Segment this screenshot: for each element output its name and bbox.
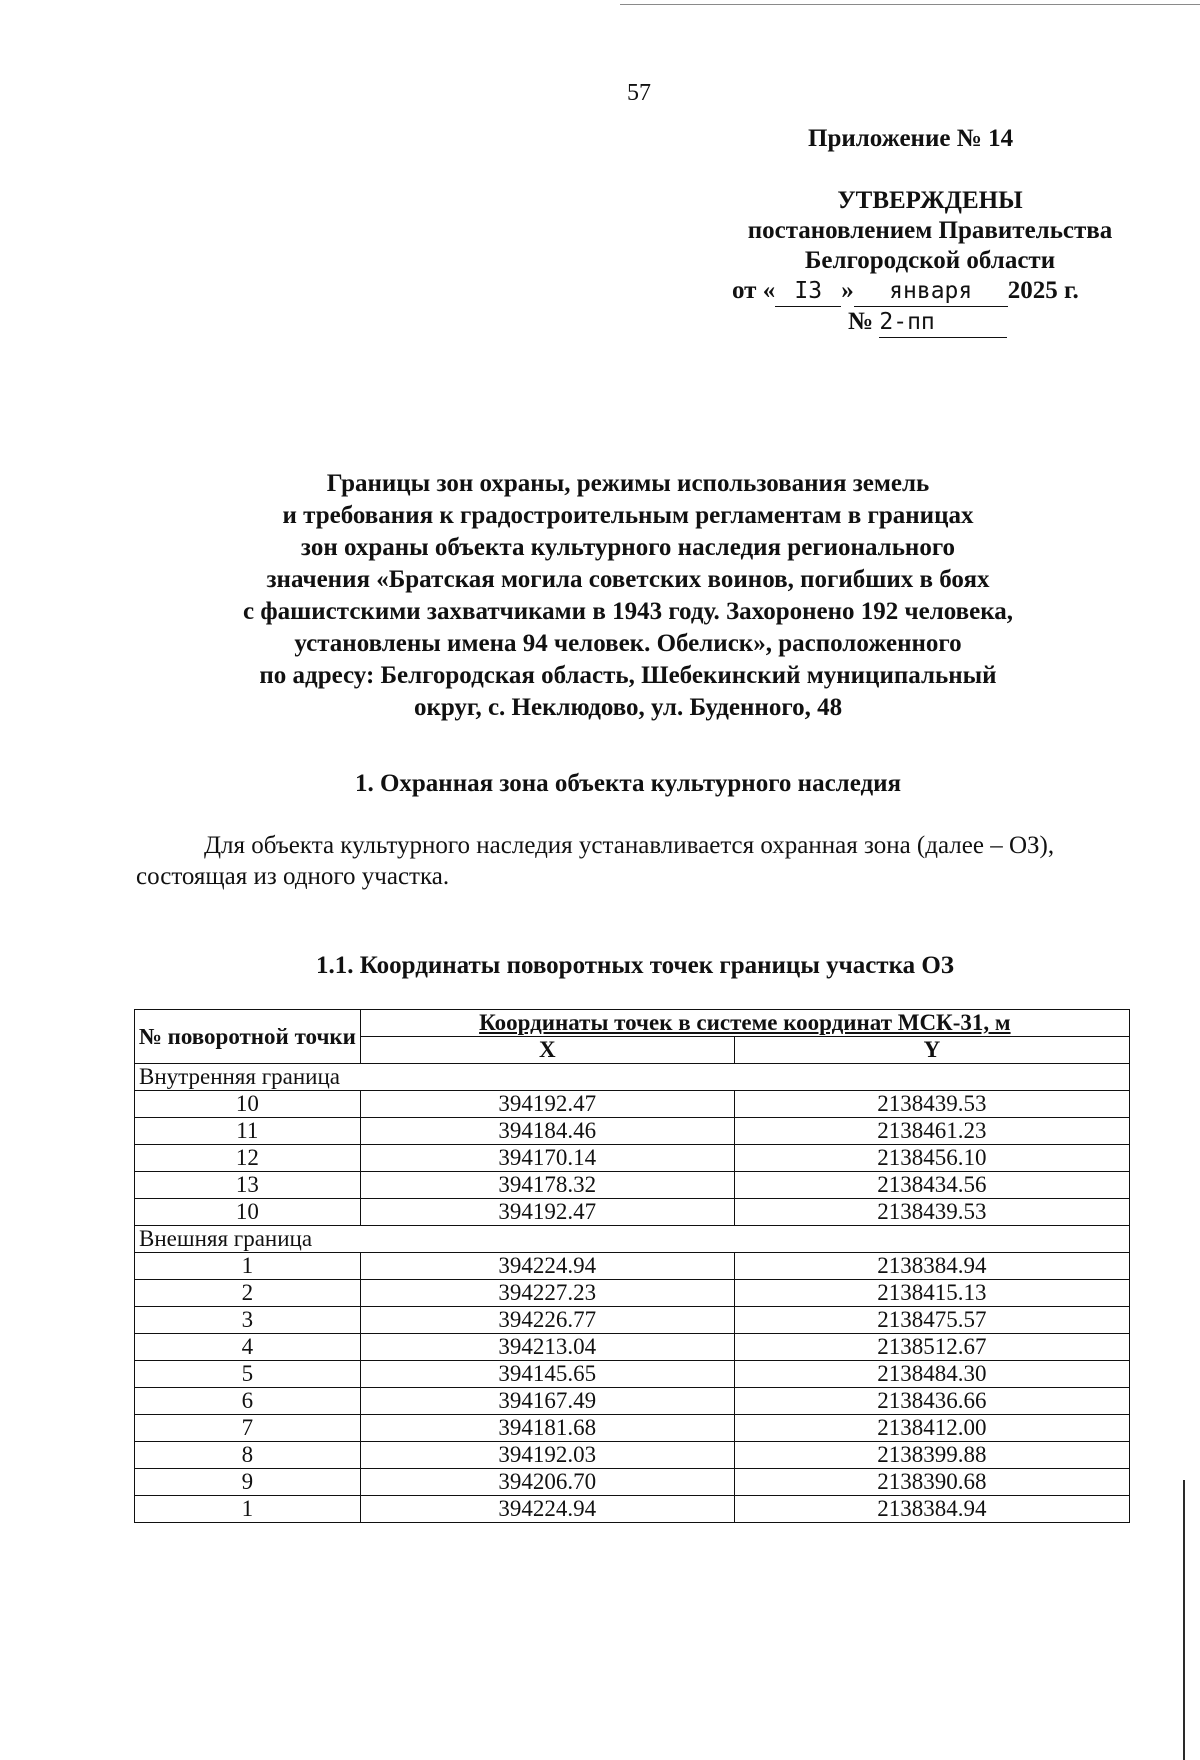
y-coordinate-cell: 2138415.13 — [734, 1280, 1129, 1307]
table-row — [135, 1415, 1130, 1442]
point-number-cell: 12 — [135, 1145, 361, 1172]
x-coordinate-cell: 394170.14 — [360, 1145, 734, 1172]
scan-border-right — [1183, 1480, 1185, 1760]
title-line: округ, с. Неклюдово, ул. Буденного, 48 — [413, 694, 843, 721]
point-number-cell: 10 — [135, 1091, 361, 1118]
y-coordinate-cell: 2138436.66 — [734, 1388, 1129, 1415]
point-number-cell: 4 — [135, 1334, 361, 1361]
date-year: 2025 г. — [1007, 277, 1079, 304]
title-line: Границы зон охраны, режимы использования земель — [326, 470, 930, 497]
section-heading: 1. Охранная зона объекта культурного наследия — [354, 770, 902, 797]
x-coordinate-cell: 394224.94 — [360, 1496, 734, 1523]
y-coordinate-cell: 2138512.67 — [734, 1334, 1129, 1361]
y-coordinate-cell: 2138399.88 — [734, 1442, 1129, 1469]
x-coordinate-cell: 394192.03 — [360, 1442, 734, 1469]
point-number-cell: 9 — [135, 1469, 361, 1496]
x-coordinate-cell: 394227.23 — [360, 1280, 734, 1307]
header-coordinate-system-text: Координаты точек в системе координат МСК-31, м — [479, 1010, 1011, 1035]
y-coordinate-cell: 2138475.57 — [734, 1307, 1129, 1334]
title-line: зон охраны объекта культурного наследия регионального — [300, 534, 956, 561]
point-number-cell: 2 — [135, 1280, 361, 1307]
x-coordinate-cell: 394178.32 — [360, 1172, 734, 1199]
appendix-label: Приложение № 14 — [808, 125, 1014, 152]
coordinates-table — [134, 1009, 1130, 1523]
date-month: января — [854, 276, 1008, 307]
x-coordinate-cell: 394213.04 — [360, 1334, 734, 1361]
x-coordinate-cell: 394226.77 — [360, 1307, 734, 1334]
header-point-number: № поворотной точки — [135, 1010, 361, 1064]
header-coordinate-system — [360, 1010, 1129, 1037]
date-mid: » — [841, 277, 854, 304]
table-heading: 1.1. Координаты поворотных точек границы участка ОЗ — [316, 952, 954, 979]
table-row — [135, 1307, 1130, 1334]
table-row — [135, 1091, 1130, 1118]
x-coordinate-cell: 394184.46 — [360, 1118, 734, 1145]
y-coordinate-cell: 2138384.94 — [734, 1496, 1129, 1523]
approval-line-1: постановлением Правительства — [747, 217, 1113, 244]
point-number-cell: 8 — [135, 1442, 361, 1469]
group-row — [135, 1226, 1130, 1253]
date-prefix: от « — [732, 277, 776, 304]
point-number-cell: 7 — [135, 1415, 361, 1442]
table-row — [135, 1361, 1130, 1388]
point-number-cell: 3 — [135, 1307, 361, 1334]
body-paragraph — [136, 830, 1136, 892]
y-coordinate-cell: 2138434.56 — [734, 1172, 1129, 1199]
y-coordinate-cell: 2138456.10 — [734, 1145, 1129, 1172]
x-coordinate-cell: 394181.68 — [360, 1415, 734, 1442]
approval-number — [848, 307, 1160, 338]
scan-border-top — [620, 4, 1200, 5]
page-number: 57 — [627, 80, 651, 106]
x-coordinate-cell: 394192.47 — [360, 1199, 734, 1226]
y-coordinate-cell: 2138461.23 — [734, 1118, 1129, 1145]
y-coordinate-cell: 2138384.94 — [734, 1253, 1129, 1280]
approval-block — [700, 186, 1160, 338]
title-line: значения «Братская могила советских воинов, погибших в боях — [266, 566, 990, 593]
title-line: по адресу: Белгородская область, Шебекинский муниципальный — [259, 662, 997, 689]
point-number-cell: 13 — [135, 1172, 361, 1199]
title-line: установлены имена 94 человек. Обелиск», расположенного — [294, 630, 962, 657]
x-coordinate-cell: 394145.65 — [360, 1361, 734, 1388]
table-row — [135, 1145, 1130, 1172]
y-coordinate-cell: 2138439.53 — [734, 1091, 1129, 1118]
table-row — [135, 1334, 1130, 1361]
table-row — [135, 1388, 1130, 1415]
y-coordinate-cell: 2138412.00 — [734, 1415, 1129, 1442]
y-coordinate-cell: 2138484.30 — [734, 1361, 1129, 1388]
table-row — [135, 1469, 1130, 1496]
table-row — [135, 1199, 1130, 1226]
table-body — [135, 1064, 1130, 1523]
approval-heading: УТВЕРЖДЕНЫ — [837, 187, 1023, 214]
approval-date — [732, 276, 1160, 307]
x-coordinate-cell: 394192.47 — [360, 1091, 734, 1118]
number-prefix: № — [848, 308, 874, 335]
x-coordinate-cell: 394224.94 — [360, 1253, 734, 1280]
approval-line-2: Белгородской области — [804, 247, 1056, 274]
title-line: и требования к градостроительным регламентам в границах — [282, 502, 974, 529]
table-row — [135, 1118, 1130, 1145]
table-row — [135, 1280, 1130, 1307]
point-number-cell: 1 — [135, 1496, 361, 1523]
point-number-cell: 10 — [135, 1199, 361, 1226]
table-row — [135, 1253, 1130, 1280]
date-day: I3 — [775, 276, 841, 307]
table-row — [135, 1442, 1130, 1469]
table-row — [135, 1172, 1130, 1199]
point-number-cell: 11 — [135, 1118, 361, 1145]
group-label: Внутренняя граница — [135, 1064, 1130, 1091]
point-number-cell: 1 — [135, 1253, 361, 1280]
x-coordinate-cell: 394206.70 — [360, 1469, 734, 1496]
header-x: X — [360, 1037, 734, 1064]
group-label: Внешняя граница — [135, 1226, 1130, 1253]
y-coordinate-cell: 2138439.53 — [734, 1199, 1129, 1226]
document-title — [150, 468, 1106, 724]
point-number-cell: 5 — [135, 1361, 361, 1388]
point-number-cell: 6 — [135, 1388, 361, 1415]
group-row — [135, 1064, 1130, 1091]
number-value: 2-пп — [879, 307, 1007, 338]
x-coordinate-cell: 394167.49 — [360, 1388, 734, 1415]
paragraph-text: Для объекта культурного наследия устанавливается охранная зона (далее – ОЗ), состоящая из одного участка. — [136, 832, 1055, 890]
header-y: Y — [734, 1037, 1129, 1064]
y-coordinate-cell: 2138390.68 — [734, 1469, 1129, 1496]
title-line: с фашистскими захватчиками в 1943 году. Захоронено 192 человека, — [243, 598, 1013, 625]
table-row — [135, 1496, 1130, 1523]
